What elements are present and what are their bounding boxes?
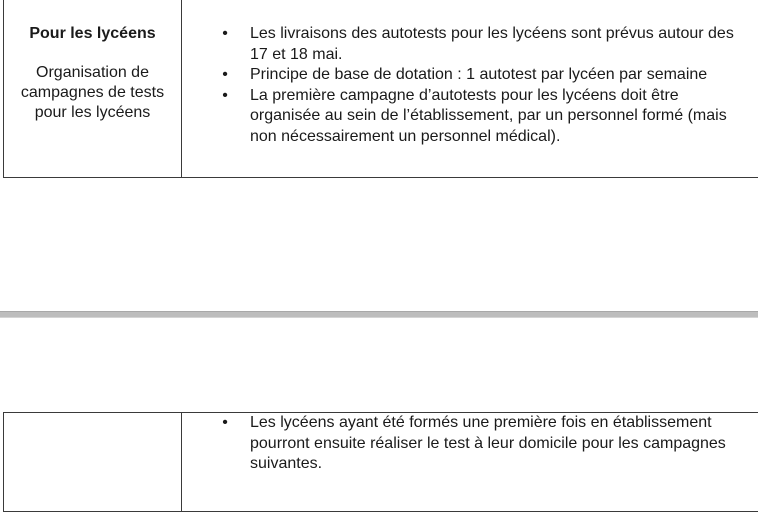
bullet-icon: • <box>222 86 228 104</box>
list-item <box>182 86 750 148</box>
row-content-cell <box>182 413 758 511</box>
page-bottom <box>0 318 758 499</box>
list-item-text: La première campagne d’autotests pour les lycéens doit être organisée au sein de l’établissement, par un personnel formé (mais non nécessairement un personnel médical). <box>250 86 727 145</box>
page-separator <box>0 311 758 318</box>
list-item-text: Principe de base de dotation : 1 autotest par lycéen par semaine <box>250 66 708 83</box>
bullet-list <box>182 24 750 147</box>
bullet-list <box>182 413 750 475</box>
row-heading: Pour les lycéens <box>29 25 156 42</box>
list-item <box>182 65 750 86</box>
bullet-icon: • <box>222 25 228 42</box>
bullet-icon: • <box>222 414 228 431</box>
table-row <box>3 0 758 178</box>
row-subheading: Organisation de campagnes de tests pour les lycéens <box>20 64 165 121</box>
table-row <box>3 412 758 512</box>
list-item-text: Les lycéens ayant été formés une première fois en établissement pourront ensuite réaliser le test à leur domicile pour les campagnes suivantes. <box>250 414 726 472</box>
row-content-cell <box>182 0 758 177</box>
list-item <box>182 24 750 65</box>
list-item-text: Les livraisons des autotests pour les lycéens sont prévus autour des 17 et 18 mai. <box>250 25 734 63</box>
bullet-icon: • <box>222 66 228 83</box>
list-item <box>182 413 750 475</box>
row-header-cell <box>4 0 182 177</box>
row-header-cell <box>4 413 182 511</box>
